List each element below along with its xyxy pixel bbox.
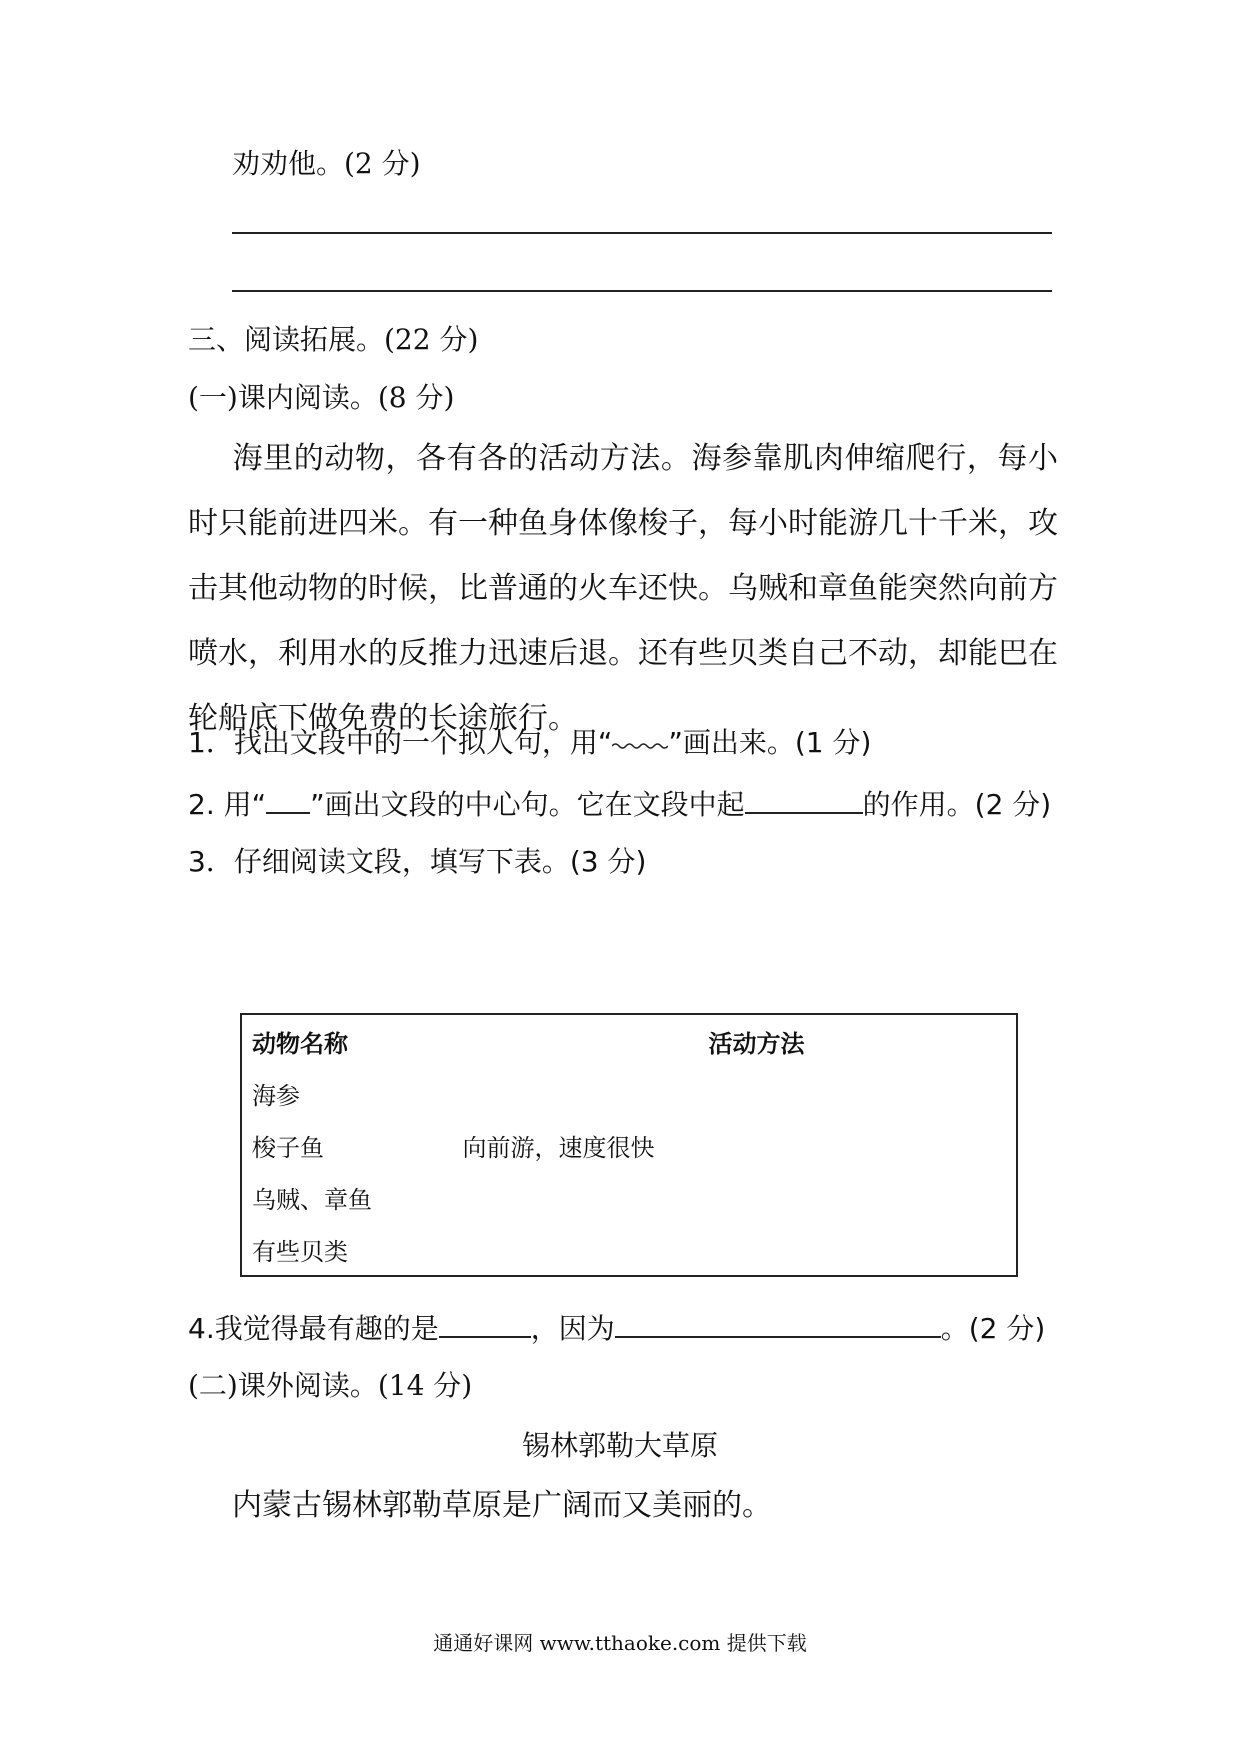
question-2 <box>188 782 1051 825</box>
question-2-text-c: 的作用。(2 分) <box>862 788 1052 821</box>
question-3: 3．仔细阅读文段，填写下表。(3 分) <box>188 845 647 878</box>
question-4 <box>188 1306 1045 1349</box>
prev-question-tail: 劝劝他。(2 分) <box>232 147 421 180</box>
question-1-text-b: ”画出来。(1 分) <box>668 726 872 759</box>
table-cell-method: 向前游，速度很快 <box>462 1133 655 1162</box>
question-2-text-b: ”画出文段的中心句。它在文段中起 <box>310 788 745 821</box>
table-cell-method[interactable] <box>462 1171 1017 1223</box>
table-header-method: 活动方法 <box>708 1029 805 1058</box>
table-header-row <box>241 1014 1017 1067</box>
table-cell-animal: 乌贼、章鱼 <box>252 1185 372 1214</box>
answer-blank-interesting[interactable] <box>439 1306 531 1338</box>
table-row <box>241 1223 1017 1276</box>
answer-blank-function[interactable] <box>745 782 863 814</box>
answer-line-1 <box>232 232 1052 234</box>
question-1 <box>188 722 871 763</box>
activity-table <box>240 1013 1018 1277</box>
answer-blank-reason[interactable] <box>615 1306 941 1338</box>
table-cell-animal: 梭子鱼 <box>252 1133 324 1162</box>
answer-line-2 <box>232 290 1052 292</box>
question-4-text-a: 4.我觉得最有趣的是 <box>188 1312 439 1345</box>
table-header-animal: 动物名称 <box>252 1029 348 1058</box>
passage-1 <box>188 426 1058 751</box>
passage-2-first-line: 内蒙古锡林郭勒草原是广阔而又美丽的。 <box>232 1488 772 1523</box>
table-cell-animal: 有些贝类 <box>252 1237 348 1266</box>
table-cell-method[interactable] <box>462 1223 1017 1276</box>
underline-sample <box>266 782 310 814</box>
question-2-text-a: 2. 用“ <box>188 788 267 821</box>
passage-1-text: 海里的动物，各有各的活动方法。海参靠肌肉伸缩爬行，每小时只能前进四米。有一种鱼身体像梭子，每小时能游几十千米，攻击其他动物的时候，比普通的火车还快。乌贼和章鱼能突然向前方喷水，利用水的反推力迅速后退。还有些贝类自己不动，却能巴在轮船底下做免费的长途旅行。 <box>188 441 1058 736</box>
table-row <box>241 1171 1017 1223</box>
question-4-text-c: 。(2 分) <box>940 1312 1046 1345</box>
table-row <box>241 1067 1017 1119</box>
question-4-text-b: ，因为 <box>530 1312 615 1345</box>
table-row <box>241 1119 1017 1171</box>
wavy-underline-icon <box>612 722 668 752</box>
passage-2-title: 锡林郭勒大草原 <box>521 1429 718 1462</box>
table-cell-method[interactable] <box>462 1067 1017 1119</box>
section3-heading: 三、阅读拓展。(22 分) <box>188 323 479 356</box>
question-1-text-a: 1．找出文段中的一个拟人句，用“ <box>188 726 613 759</box>
part1-heading: (一)课内阅读。(8 分) <box>188 381 455 414</box>
table-cell-animal: 海参 <box>252 1081 300 1110</box>
part2-heading: (二)课外阅读。(14 分) <box>188 1369 473 1402</box>
footer-credit: 通通好课网 www.tthaoke.com 提供下载 <box>433 1631 807 1655</box>
